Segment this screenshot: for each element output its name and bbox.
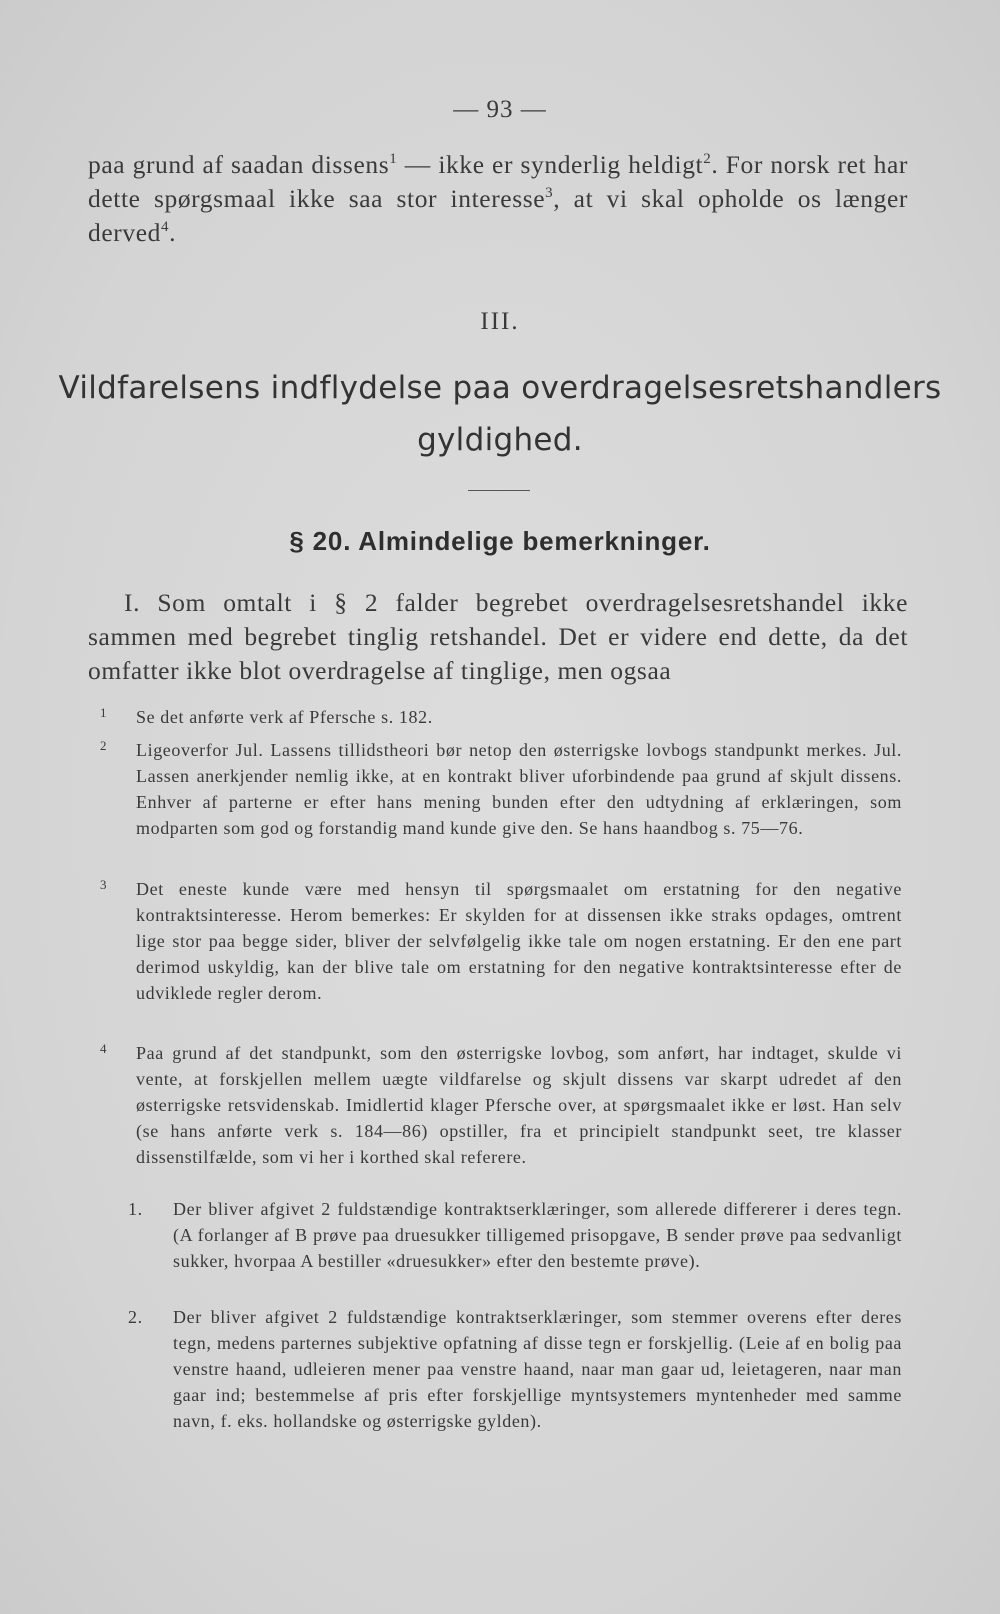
footnote-2: [100, 737, 902, 841]
footnote-text: Det eneste kunde være med hensyn til spørgsmaalet om erstatning for den negative kontraktsinteresse. Herom bemerkes: Er skylden for at dissensen ikke straks opdages, omtrent lige stor paa begge sider, bliver der selvfølgelig ikke tale om nogen erstatning. Er den ene part derimod uskyldig, kan der blive tale om erstatning for den negative kontraktsinteresse efter de udviklede regler derom.: [136, 879, 902, 1003]
divider-rule: [468, 490, 530, 491]
intro-text: . For norsk ret har dette spørgsmaal ikke saa stor interesse: [88, 150, 908, 213]
list-item-text: Der bliver afgivet 2 fuldstændige kontraktserklæringer, som stemmer overens efter deres tegn, medens parternes subjektive opfatning af disse tegn er forskjellig. (Leie af en bolig paa venstre haand, udleieren mener paa venstre haand, naar man gaar ud, leietageren, naar man gaar ind; bestemmelse af pris efter forskjellige myntsystemers myntenheder med samme navn, f. eks. hollandske og østerrigske gylden).: [173, 1307, 902, 1431]
chapter-title-line-2: gyldighed.: [417, 422, 583, 458]
footnote-text: Se det anførte verk af Pfersche s. 182.: [136, 707, 433, 727]
footnote-3: [100, 876, 902, 1006]
page-number: — 93 —: [453, 96, 547, 123]
list-item: [128, 1304, 902, 1434]
intro-paragraph: [88, 148, 908, 250]
footnote-1: [100, 704, 902, 730]
footnote-ref-1: 1: [389, 151, 398, 167]
intro-text: paa grund af saadan dissens: [88, 150, 390, 179]
footnote-4: [100, 1040, 902, 1170]
footnote-text: Paa grund af det standpunkt, som den østerrigske lovbog, som anført, har indtaget, skulde vi vente, at forskjellen mellem uægte vildfarelse og skjult dissens var skarpt udredet af den østerrigske retsvidenskab. Imidlertid klager Pfersche over, at spørgsmaalet ikke er løst. Han selv (se hans anførte verk s. 184—86) opstiller, fra et principielt standpunkt seet, tre klasser dissenstilfælde, som vi her i korthed skal referere.: [136, 1043, 902, 1167]
footnote-text: Ligeoverfor Jul. Lassens tillidstheori bør netop den østerrigske lovbogs standpunkt merkes. Jul. Lassen anerkjender nemlig ikke, at en kontrakt bliver uforbindende paa grund af skjult dissens. Enhver af parterne er efter hans mening bunden efter den udtydning af erklæringen, som modparten som god og forstandig mand kunde give den. Se hans haandbog s. 75—76.: [136, 740, 902, 838]
footnote-ref-2: 2: [703, 151, 712, 167]
intro-text: , at vi skal opholde os længer derved: [88, 184, 908, 247]
intro-text: — ikke er synderlig heldigt: [397, 150, 704, 179]
list-item-number: 2.: [128, 1307, 143, 1327]
footnote-mark: 4: [100, 1041, 108, 1056]
footnote-ref-4: 4: [160, 219, 170, 235]
chapter-numeral: III.: [480, 308, 520, 335]
footnote-mark: 2: [100, 738, 108, 753]
intro-text: .: [169, 218, 177, 247]
list-item-text: Der bliver afgivet 2 fuldstændige kontraktserklæringer, som allerede differerer i deres tegn. (A forlanger af B prøve paa druesukker tilligemed prisopgave, B sender prøve paa sedvanligt sukker, hvorpaa A bestiller «druesukker» efter den bestemte prøve).: [173, 1199, 902, 1271]
chapter-title-line-1: Vildfarelsens indflydelse paa overdragelsesretshandlers: [58, 370, 942, 406]
footnote-mark: 3: [100, 877, 108, 892]
paragraph-1: [88, 586, 908, 688]
list-item: [128, 1196, 902, 1274]
section-heading: § 20. Almindelige bemerkninger.: [289, 526, 711, 556]
footnote-mark: 1: [100, 705, 108, 720]
list-item-number: 1.: [128, 1199, 143, 1219]
paragraph-1-text: I. Som omtalt i § 2 falder begrebet overdragelsesretshandel ikke sammen med begrebet tinglig retshandel. Det er videre end dette, da det omfatter ikke blot overdragelse af tinglige, men ogsaa: [88, 588, 908, 685]
footnote-ref-3: 3: [545, 185, 554, 201]
